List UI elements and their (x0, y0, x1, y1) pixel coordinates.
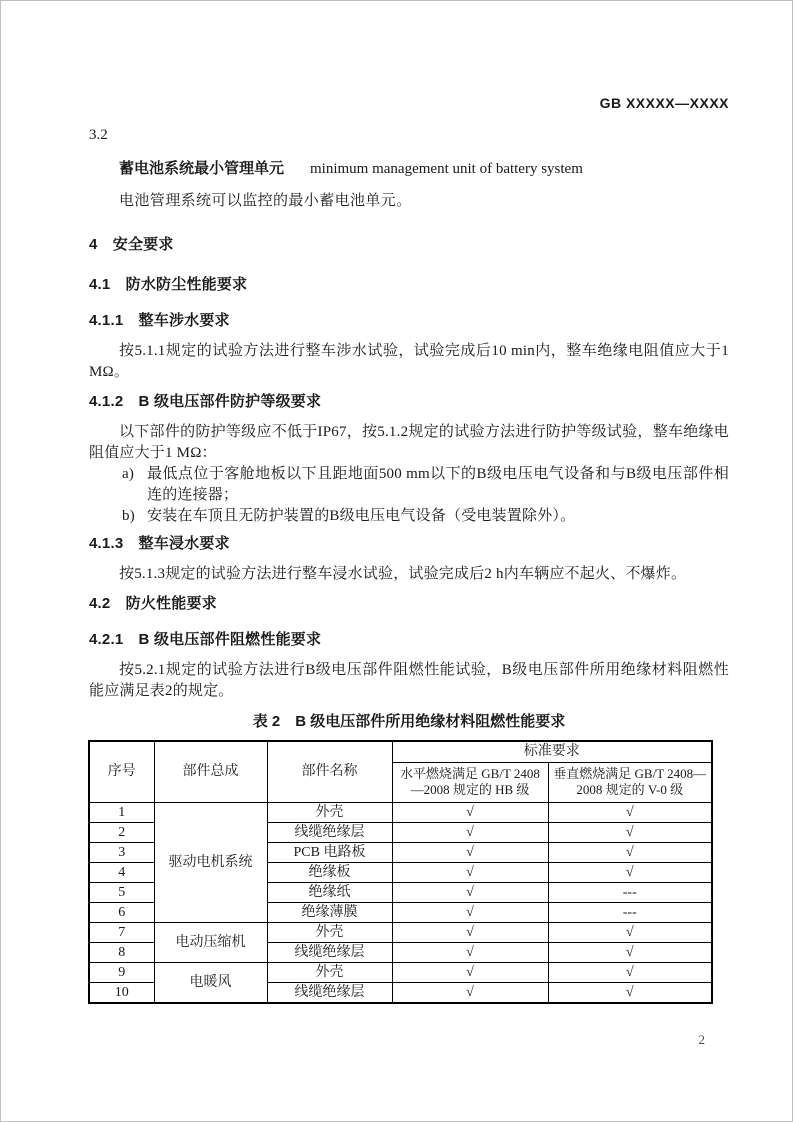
cell-no: 7 (89, 922, 154, 942)
cell-hb: √ (392, 882, 548, 902)
cell-part: 绝缘薄膜 (267, 902, 392, 922)
para-4-1-2: 以下部件的防护等级应不低于IP67，按5.1.2规定的试验方法进行防护等级试验，整车绝缘电阻值应大于1 MΩ： (89, 424, 729, 461)
cell-part: 外壳 (267, 922, 392, 942)
cell-assembly-electric-heater: 电暖风 (154, 962, 267, 1003)
cell-no: 5 (89, 882, 154, 902)
cell-hb: √ (392, 922, 548, 942)
table-row (89, 922, 712, 942)
cell-hb: √ (392, 802, 548, 822)
cell-hb: √ (392, 822, 548, 842)
para-4-1-3: 按5.1.3规定的试验方法进行整车浸水试验，试验完成后2 h内车辆应不起火、不爆炸。 (119, 566, 687, 582)
page-content (89, 96, 729, 1004)
heading-4: 4 安全要求 (89, 236, 174, 253)
cell-part: PCB 电路板 (267, 842, 392, 862)
para-4-2-1: 按5.2.1规定的试验方法进行B级电压部件阻燃性能试验，B级电压部件所用绝缘材料阻燃性能应满足表2的规定。 (89, 662, 729, 699)
cell-v0: √ (548, 942, 712, 962)
cell-hb: √ (392, 982, 548, 1003)
cell-v0: √ (548, 822, 712, 842)
list-text-b: 安装在车顶且无防护装置的B级电压电气设备（受电装置除外）。 (147, 508, 576, 524)
cell-v0: √ (548, 862, 712, 882)
term-definition: 电池管理系统可以监控的最小蓄电池单元。 (119, 193, 412, 209)
cell-v0: √ (548, 802, 712, 822)
cell-hb: √ (392, 842, 548, 862)
heading-4-1-1: 4.1.1 整车涉水要求 (89, 312, 230, 329)
cell-no: 4 (89, 862, 154, 882)
cell-v0: √ (548, 962, 712, 982)
cell-part: 线缆绝缘层 (267, 982, 392, 1003)
cell-hb: √ (392, 902, 548, 922)
col-header-part-name: 部件名称 (267, 741, 392, 802)
standard-reference: GB XXXXX—XXXX (599, 95, 729, 111)
cell-v0: --- (548, 902, 712, 922)
list-marker-a: a) (122, 466, 135, 482)
term-english: minimum management unit of battery system (310, 161, 583, 177)
cell-no: 10 (89, 982, 154, 1003)
cell-v0: √ (548, 922, 712, 942)
cell-hb: √ (392, 962, 548, 982)
table-2-caption: 表 2 B 级电压部件所用绝缘材料阻燃性能要求 (252, 713, 566, 730)
cell-v0: √ (548, 982, 712, 1003)
table-row (89, 802, 712, 822)
col-header-standard-requirement: 标准要求 (392, 741, 712, 762)
cell-no: 2 (89, 822, 154, 842)
para-4-1-1: 按5.1.1规定的试验方法进行整车涉水试验，试验完成后10 min内，整车绝缘电阻值应大于1 MΩ。 (89, 343, 729, 380)
heading-4-1: 4.1 防水防尘性能要求 (89, 276, 248, 293)
table-row (89, 962, 712, 982)
term-chinese: 蓄电池系统最小管理单元 (119, 160, 285, 177)
col-header-serial: 序号 (89, 741, 154, 802)
cell-hb: √ (392, 862, 548, 882)
list-4-1-2 (89, 464, 729, 527)
cell-v0: --- (548, 882, 712, 902)
col-header-horizontal-burning: 水平燃烧满足 GB/T 2408—2008 规定的 HB 级 (392, 762, 548, 802)
cell-no: 3 (89, 842, 154, 862)
cell-part: 外壳 (267, 962, 392, 982)
cell-no: 8 (89, 942, 154, 962)
cell-no: 6 (89, 902, 154, 922)
cell-part: 绝缘纸 (267, 882, 392, 902)
cell-no: 1 (89, 802, 154, 822)
cell-part: 绝缘板 (267, 862, 392, 882)
list-item-a (89, 464, 729, 506)
cell-v0: √ (548, 842, 712, 862)
list-text-a: 最低点位于客舱地板以下且距地面500 mm以下的B级电压电气设备和与B级电压部件相连的连接器； (147, 466, 729, 503)
term-line (89, 160, 729, 178)
cell-assembly-electric-compressor: 电动压缩机 (154, 922, 267, 962)
cell-no: 9 (89, 962, 154, 982)
heading-4-2: 4.2 防火性能要求 (89, 595, 217, 612)
col-header-vertical-burning: 垂直燃烧满足 GB/T 2408—2008 规定的 V-0 级 (548, 762, 712, 802)
list-item-b (89, 506, 729, 527)
clause-3-2-number: 3.2 (89, 127, 108, 143)
cell-part: 线缆绝缘层 (267, 822, 392, 842)
cell-hb: √ (392, 942, 548, 962)
list-marker-b: b) (122, 508, 135, 524)
heading-4-1-2: 4.1.2 B 级电压部件防护等级要求 (89, 393, 322, 410)
cell-part: 外壳 (267, 802, 392, 822)
heading-4-1-3: 4.1.3 整车浸水要求 (89, 535, 230, 552)
heading-4-2-1: 4.2.1 B 级电压部件阻燃性能要求 (89, 631, 322, 648)
cell-part: 线缆绝缘层 (267, 942, 392, 962)
cell-assembly-drive-motor: 驱动电机系统 (154, 802, 267, 922)
flammability-requirements-table (88, 740, 713, 1004)
col-header-assembly: 部件总成 (154, 741, 267, 802)
page-number: 2 (698, 1032, 705, 1047)
